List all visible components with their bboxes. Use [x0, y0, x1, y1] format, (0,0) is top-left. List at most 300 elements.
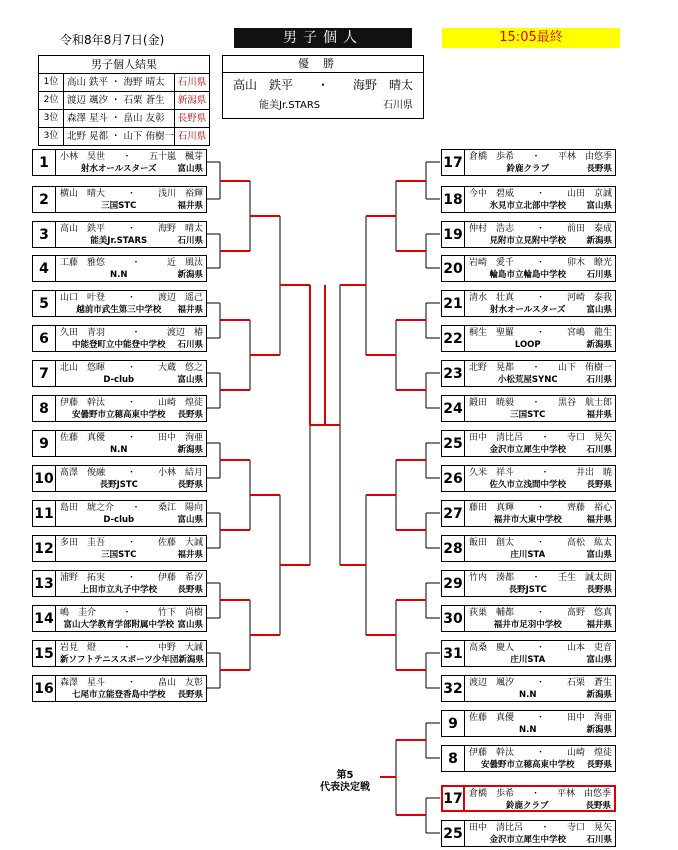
result-pref: 新潟県: [174, 92, 209, 109]
player-info: [56, 221, 207, 248]
player-b: 山崎 煌徒: [566, 748, 612, 758]
player-b: 宮嶋 龍生: [566, 328, 612, 338]
separator-dot: ・: [126, 224, 136, 234]
club-line: [469, 689, 612, 701]
playoff-label-2: 代表決定戦: [320, 782, 370, 793]
club-name: 三国STC: [101, 550, 137, 560]
player-a: 北山 悠暉: [60, 363, 106, 373]
player-b: 前田 泰成: [566, 224, 612, 234]
player-b: 竹下 尚樹: [157, 608, 203, 618]
player-pair-entry: [32, 186, 207, 213]
separator-dot: ・: [131, 503, 141, 513]
seed-number: 16: [32, 675, 56, 702]
club-name: 新ソフトテニススポーツ少年団: [60, 655, 179, 665]
player-info: [56, 430, 207, 457]
club-line: [469, 304, 612, 316]
player-names: [469, 607, 612, 619]
player-a: 伊藤 幹汰: [60, 398, 106, 408]
club-name: 小松荒屋SYNC: [497, 375, 558, 385]
seed-number: 28: [441, 535, 465, 562]
event-date: 令和8年8月7日(金): [60, 33, 165, 47]
player-b: 海野 晴太: [157, 224, 203, 234]
player-a: 今中 碧威: [469, 189, 515, 199]
player-pair-entry: [441, 149, 616, 176]
player-pair-entry: [441, 570, 616, 597]
player-names: [469, 747, 612, 759]
player-names: [60, 257, 203, 269]
player-a: 仲村 浩志: [469, 224, 515, 234]
result-pref: 石川県: [174, 74, 209, 91]
player-names: [60, 502, 203, 514]
player-names: [60, 188, 203, 200]
prefecture: 石川県: [586, 375, 612, 385]
player-names: [469, 188, 612, 200]
club-name: 庄川STA: [510, 550, 546, 560]
prefecture: 新潟県: [178, 655, 204, 665]
club-name: D-club: [103, 375, 135, 385]
club-line: [469, 619, 612, 631]
separator-dot: ・: [131, 328, 141, 338]
player-a: 岩崎 愛千: [469, 258, 515, 268]
player-pair-entry: [32, 395, 207, 422]
prefecture: 長野県: [177, 410, 203, 420]
player-info: [465, 745, 616, 772]
club-name: 金沢市立犀生中学校: [489, 445, 566, 455]
result-pref: 石川県: [174, 128, 209, 145]
club-line: [60, 584, 203, 596]
prefecture: 富山県: [586, 550, 612, 560]
player-info: [465, 570, 616, 597]
player-pair-entry: [441, 640, 616, 667]
prefecture: 長野県: [586, 164, 612, 174]
separator-dot: ・: [531, 363, 541, 373]
prefecture: 長野県: [586, 480, 612, 490]
club-line: [60, 304, 203, 316]
player-names: [60, 223, 203, 235]
separator-dot: ・: [535, 224, 545, 234]
prefecture: 新潟県: [177, 445, 203, 455]
player-info: [465, 785, 616, 812]
separator-dot: ・: [535, 678, 545, 688]
prefecture: 長野県: [177, 690, 203, 700]
club-line: [60, 235, 203, 247]
player-pair-entry: [441, 255, 616, 282]
player-pair-entry: [441, 710, 616, 737]
separator-dot: ・: [531, 152, 541, 162]
champion-player-2: 海野 晴太: [352, 78, 413, 92]
club-line: [60, 689, 203, 701]
prefecture: 新潟県: [586, 236, 612, 246]
club-name: 氷見市立北部中学校: [489, 201, 566, 211]
player-pair-entry: [441, 325, 616, 352]
seed-number: 11: [32, 500, 56, 527]
club-name: 庄川STA: [510, 655, 546, 665]
player-names: [469, 677, 612, 689]
prefecture: 新潟県: [177, 270, 203, 280]
separator-dot: ・: [535, 293, 545, 303]
seed-number: 8: [32, 395, 56, 422]
club-line: [60, 514, 203, 526]
club-name: 鈴鹿クラブ: [506, 164, 549, 174]
club-line: [60, 549, 203, 561]
separator-dot: ・: [535, 608, 545, 618]
separator-dot: ・: [126, 468, 136, 478]
prefecture: 長野県: [586, 760, 612, 770]
player-a: 鍛田 暁毅: [469, 398, 515, 408]
seed-number: 32: [441, 675, 465, 702]
player-info: [56, 360, 207, 387]
separator-dot: ・: [535, 503, 545, 513]
player-b: 齊藤 裕心: [566, 503, 612, 513]
player-a: 飯田 創太: [469, 538, 515, 548]
club-name: 中能登町立中能登中学校: [71, 340, 166, 350]
separator-dot: ・: [126, 573, 136, 583]
seed-number: 17: [441, 785, 465, 812]
separator-dot: ・: [126, 189, 136, 199]
seed-number: 13: [32, 570, 56, 597]
player-a: 森澤 星斗: [60, 678, 106, 688]
player-a: 山口 叶登: [60, 293, 106, 303]
player-info: [56, 186, 207, 213]
club-line: [469, 339, 612, 351]
player-a: 嶋 圭介: [60, 608, 97, 618]
prefecture: 長野県: [177, 480, 203, 490]
club-name: 安曇野市立穂高東中学校: [71, 410, 166, 420]
separator-dot: ・: [531, 398, 541, 408]
prefecture: 福井県: [586, 410, 612, 420]
separator-dot: ・: [122, 152, 132, 162]
player-info: [465, 360, 616, 387]
prefecture: 長野県: [585, 801, 611, 811]
player-info: [465, 430, 616, 457]
player-pair-entry: [32, 535, 207, 562]
player-a: 髙澤 俊融: [60, 468, 106, 478]
seed-number: 30: [441, 605, 465, 632]
separator-dot: ・: [540, 468, 550, 478]
player-b: 河崎 泰我: [566, 293, 612, 303]
player-info: [465, 605, 616, 632]
player-names: [469, 712, 612, 724]
player-a: 多田 圭吾: [60, 538, 106, 548]
club-name: 金沢市立犀生中学校: [489, 835, 566, 845]
player-pair-entry: [441, 500, 616, 527]
champion-heading: 優勝: [223, 56, 423, 73]
player-info: [56, 149, 207, 176]
player-pair-entry: [32, 500, 207, 527]
seed-number: 26: [441, 465, 465, 492]
player-info: [465, 290, 616, 317]
club-line: [469, 374, 612, 386]
player-pair-entry: [441, 430, 616, 457]
club-line: [469, 834, 612, 846]
player-b: 平林 由悠季: [556, 789, 611, 799]
prefecture: 新潟県: [586, 690, 612, 700]
seed-number: 5: [32, 290, 56, 317]
prefecture: 石川県: [177, 340, 203, 350]
separator-dot: ・: [540, 433, 550, 443]
player-b: 田中 洵亜: [566, 713, 612, 723]
seed-number: 29: [441, 570, 465, 597]
player-info: [465, 325, 616, 352]
prefecture: 富山県: [586, 655, 612, 665]
player-b: 石栗 蒼生: [566, 678, 612, 688]
club-line: [60, 374, 203, 386]
seed-number: 19: [441, 221, 465, 248]
player-pair-entry: [441, 745, 616, 772]
prefecture: 富山県: [177, 375, 203, 385]
player-info: [465, 221, 616, 248]
player-pair-entry: [441, 395, 616, 422]
club-name: 七尾市立能登香島中学校: [71, 690, 166, 700]
result-names: 渡辺 颯汐 ・ 石栗 蒼生: [67, 95, 165, 106]
player-pair-entry: [32, 465, 207, 492]
separator-dot: ・: [531, 573, 541, 583]
seed-number: 3: [32, 221, 56, 248]
seed-number: 2: [32, 186, 56, 213]
club-line: [60, 444, 203, 456]
result-names: 北野 晃都 ・ 山下 侑樹一: [67, 131, 174, 142]
player-names: [469, 502, 612, 514]
player-pair-entry: [441, 465, 616, 492]
player-b: 近 風汰: [166, 258, 203, 268]
seed-number: 20: [441, 255, 465, 282]
player-a: 工藤 雅悠: [60, 258, 106, 268]
prefecture: 福井県: [586, 515, 612, 525]
seed-number: 21: [441, 290, 465, 317]
player-names: [60, 642, 203, 654]
player-names: [469, 327, 612, 339]
club-line: [469, 584, 612, 596]
status-time: 15:05最終: [442, 28, 620, 48]
club-name: 越前市武生第三中学校: [76, 305, 162, 315]
player-b: 畠山 友彰: [157, 678, 203, 688]
separator-dot: ・: [131, 258, 141, 268]
player-a: 横山 晴大: [60, 189, 106, 199]
club-line: [469, 514, 612, 526]
results-title: 男子個人結果: [39, 56, 209, 74]
player-pair-entry: [32, 675, 207, 702]
club-name: 福井市足羽中学校: [493, 620, 562, 630]
player-a: 田中 清比呂: [469, 433, 524, 443]
player-b: 渡辺 椿: [166, 328, 203, 338]
separator-dot: ・: [530, 789, 540, 799]
prefecture: 石川県: [586, 270, 612, 280]
player-a: 桐生 聖羅: [469, 328, 515, 338]
seed-number: 31: [441, 640, 465, 667]
club-line: [469, 444, 612, 456]
club-line: [60, 200, 203, 212]
player-pair-entry: [32, 290, 207, 317]
separator-dot: ・: [535, 328, 545, 338]
prefecture: 石川県: [177, 236, 203, 246]
player-a: 北野 晃都: [469, 363, 515, 373]
player-info: [56, 675, 207, 702]
player-pair-entry: [32, 325, 207, 352]
playoff-label: [320, 770, 370, 794]
prefecture: 長野県: [177, 585, 203, 595]
player-a: 島田 琥之介: [60, 503, 115, 513]
result-rank: 3位: [39, 128, 64, 145]
club-name: D-club: [103, 515, 135, 525]
seed-number: 7: [32, 360, 56, 387]
player-b: 寺口 晃矢: [566, 823, 612, 833]
player-names: [60, 607, 203, 619]
separator-dot: ・: [126, 678, 136, 688]
player-info: [465, 535, 616, 562]
separator-dot: ・: [535, 643, 545, 653]
player-a: 久米 祥斗: [469, 468, 515, 478]
seed-number: 14: [32, 605, 56, 632]
player-names: [60, 537, 203, 549]
club-name: 安曇野市立穂高東中学校: [480, 760, 575, 770]
club-line: [469, 800, 611, 812]
seed-number: 25: [441, 820, 465, 847]
player-names: [469, 257, 612, 269]
player-pair-entry: [441, 605, 616, 632]
club-name: 長野JSTC: [99, 480, 138, 490]
player-pair-entry: [32, 360, 207, 387]
champion-player-1: 高山 鉄平: [233, 78, 294, 92]
seed-number: 15: [32, 640, 56, 667]
player-info: [465, 465, 616, 492]
club-line: [469, 549, 612, 561]
club-line: [469, 759, 612, 771]
seed-number: 10: [32, 465, 56, 492]
club-line: [60, 409, 203, 421]
prefecture: 福井県: [586, 620, 612, 630]
seed-number: 9: [32, 430, 56, 457]
player-pair-entry: [32, 605, 207, 632]
seed-number: 9: [441, 710, 465, 737]
club-name: 輪島市立輪島中学校: [489, 270, 566, 280]
player-b: 平林 由悠季: [557, 152, 612, 162]
club-name: 佐久市立浅間中学校: [489, 480, 566, 490]
prefecture: 新潟県: [586, 340, 612, 350]
player-pair-entry: [441, 675, 616, 702]
player-info: [56, 535, 207, 562]
player-info: [465, 255, 616, 282]
seed-number: 6: [32, 325, 56, 352]
separator-dot: ・: [126, 293, 136, 303]
player-b: 渡辺 遥己: [157, 293, 203, 303]
club-name: N.N: [110, 445, 128, 455]
player-info: [56, 325, 207, 352]
player-a: 伊藤 幹汰: [469, 748, 515, 758]
player-b: 高松 紘太: [566, 538, 612, 548]
club-line: [60, 339, 203, 351]
player-names: [60, 432, 203, 444]
club-line: [60, 269, 203, 281]
separator-dot: ・: [535, 748, 545, 758]
club-name: 福井市大東中学校: [493, 515, 562, 525]
player-b: 山崎 煌徒: [157, 398, 203, 408]
player-names: [60, 397, 203, 409]
player-info: [56, 255, 207, 282]
player-info: [56, 465, 207, 492]
player-pair-entry: [32, 221, 207, 248]
player-a: 清水 壮真: [469, 293, 515, 303]
player-pair-entry: [32, 570, 207, 597]
player-b: 浅川 裕輝: [157, 189, 203, 199]
player-info: [465, 710, 616, 737]
player-b: 佐藤 大誠: [157, 538, 203, 548]
seed-number: 24: [441, 395, 465, 422]
separator-dot: ・: [535, 713, 545, 723]
player-b: 田中 洵亜: [157, 433, 203, 443]
prefecture: 石川県: [586, 835, 612, 845]
player-pair-entry: [441, 290, 616, 317]
club-name: 三国STC: [510, 410, 546, 420]
player-a: 倉橋 歩希: [469, 152, 515, 162]
player-b: 髙野 悠真: [566, 608, 612, 618]
separator-dot: ・: [122, 608, 132, 618]
club-line: [469, 269, 612, 281]
player-names: [469, 397, 612, 409]
player-b: 黒谷 航士郎: [557, 398, 612, 408]
separator-dot: ・: [126, 433, 136, 443]
player-pair-entry: [441, 360, 616, 387]
player-pair-entry: [441, 186, 616, 213]
player-names: [60, 327, 203, 339]
separator-dot: ・: [535, 189, 545, 199]
player-b: 井出 暁: [575, 468, 612, 478]
club-line: [469, 200, 612, 212]
player-a: 佐藤 真優: [469, 713, 515, 723]
player-names: [469, 467, 612, 479]
result-names: 高山 鉄平 ・ 海野 晴太: [67, 77, 165, 88]
club-name: N.N: [110, 270, 128, 280]
club-name: N.N: [519, 725, 537, 735]
separator-dot: ・: [126, 398, 136, 408]
player-a: 久田 青羽: [60, 328, 106, 338]
player-info: [465, 675, 616, 702]
seed-number: 18: [441, 186, 465, 213]
prefecture: 石川県: [586, 445, 612, 455]
prefecture: 富山県: [177, 515, 203, 525]
separator-dot: ・: [535, 258, 545, 268]
club-line: [469, 479, 612, 491]
player-names: [60, 677, 203, 689]
player-names: [469, 292, 612, 304]
player-info: [465, 500, 616, 527]
club-name: N.N: [519, 690, 537, 700]
player-a: 浦野 拓実: [60, 573, 106, 583]
seed-number: 17: [441, 149, 465, 176]
player-pair-entry: [32, 255, 207, 282]
club-line: [60, 619, 203, 631]
club-line: [469, 163, 612, 175]
player-b: 小林 結月: [157, 468, 203, 478]
seed-number: 27: [441, 500, 465, 527]
club-name: 鈴鹿クラブ: [505, 801, 549, 811]
seed-number: 25: [441, 430, 465, 457]
seed-number: 1: [32, 149, 56, 176]
club-name: 能美Jr.STARS: [90, 236, 148, 246]
player-a: 藤田 真輝: [469, 503, 515, 513]
seed-number: 23: [441, 360, 465, 387]
champion-dot: ・: [316, 78, 329, 92]
prefecture: 富山県: [586, 201, 612, 211]
player-names: [469, 822, 612, 834]
prefecture: 福井県: [177, 305, 203, 315]
player-a: 小林 昊世: [60, 152, 106, 162]
player-b: 寺口 晃矢: [566, 433, 612, 443]
seed-number: 22: [441, 325, 465, 352]
player-a: 倉橋 歩希: [469, 789, 515, 799]
prefecture: 富山県: [586, 305, 612, 315]
club-line: [469, 654, 612, 666]
separator-dot: ・: [126, 538, 136, 548]
